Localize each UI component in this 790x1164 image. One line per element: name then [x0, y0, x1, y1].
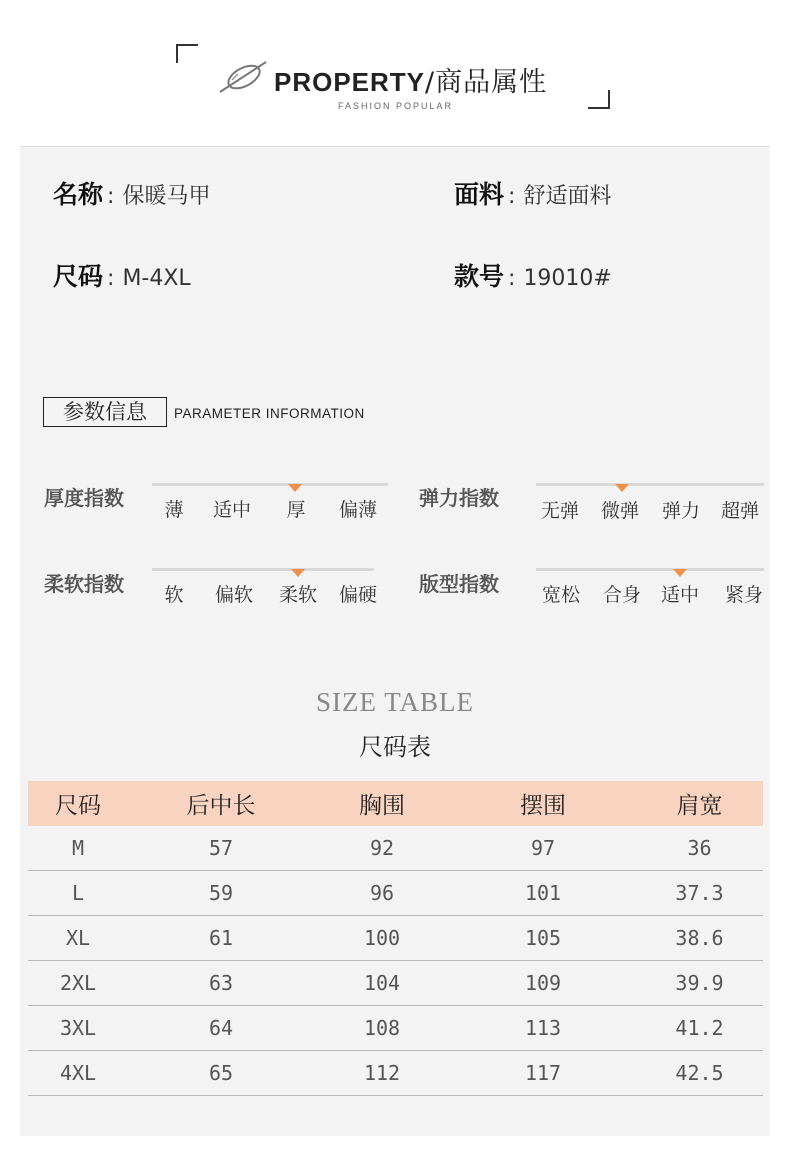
index-elasticity-scale	[536, 483, 764, 486]
table-cell: 41.2	[636, 1006, 763, 1051]
index-option: 柔软	[278, 584, 317, 606]
index-option: 偏硬	[338, 584, 377, 606]
table-cell: 97	[450, 826, 636, 871]
table-cell: 59	[128, 871, 314, 916]
param-section-label-en: PARAMETER INFORMATION	[174, 406, 365, 421]
table-cell: 64	[128, 1006, 314, 1051]
index-option: 薄	[164, 499, 184, 521]
table-cell: 2XL	[28, 961, 128, 1006]
index-option: 紧身	[724, 584, 763, 606]
table-cell: 36	[636, 826, 763, 871]
table-cell: 112	[314, 1051, 450, 1096]
table-cell: XL	[28, 916, 128, 961]
table-cell: 113	[450, 1006, 636, 1051]
index-softness-label: 柔软指数	[44, 572, 124, 596]
table-cell: 96	[314, 871, 450, 916]
table-header-row	[28, 781, 763, 826]
index-thickness-scale	[152, 483, 388, 486]
table-cell: 100	[314, 916, 450, 961]
table-cell: 105	[450, 916, 636, 961]
table-row	[28, 916, 763, 961]
table-cell: 39.9	[636, 961, 763, 1006]
table-cell: M	[28, 826, 128, 871]
index-option: 适中	[212, 499, 251, 521]
table-cell: 104	[314, 961, 450, 1006]
index-option: 微弹	[600, 500, 639, 522]
attr-key: 名称	[53, 180, 104, 209]
index-softness-scale	[152, 568, 374, 571]
index-option: 超弹	[720, 500, 759, 522]
index-fit-marker	[673, 569, 687, 577]
table-cell: 108	[314, 1006, 450, 1051]
index-option: 无弹	[540, 500, 579, 522]
column-header: 肩宽	[636, 781, 763, 826]
index-softness-marker	[291, 569, 305, 577]
size-table-title-en: SIZE TABLE	[315, 687, 475, 717]
table-row	[28, 1051, 763, 1096]
page-subtitle: FASHION POPULAR	[338, 101, 454, 111]
table-cell: 3XL	[28, 1006, 128, 1051]
table-cell: 61	[128, 916, 314, 961]
table-cell: L	[28, 871, 128, 916]
index-fit-label: 版型指数	[419, 572, 499, 596]
table-cell: 37.3	[636, 871, 763, 916]
table-row	[28, 871, 763, 916]
title-cn: /商品属性	[425, 67, 548, 98]
table-cell: 92	[314, 826, 450, 871]
product-info-panel	[20, 146, 770, 1136]
table-cell: 109	[450, 961, 636, 1006]
size-table-title-cn: 尺码表	[359, 733, 431, 761]
index-option: 弹力	[661, 500, 700, 522]
table-cell: 65	[128, 1051, 314, 1096]
table-row	[28, 1006, 763, 1051]
attr-size: 尺码 : M-4XL	[53, 262, 191, 291]
table-row	[28, 961, 763, 1006]
index-elasticity-label: 弹力指数	[419, 486, 499, 510]
corner-bracket-top-left	[176, 44, 198, 63]
title-en: PROPERTY	[274, 67, 426, 97]
index-option: 厚	[286, 499, 306, 521]
column-header: 后中长	[128, 781, 314, 826]
attr-style-no: 款号 : 19010#	[454, 262, 612, 291]
table-cell: 38.6	[636, 916, 763, 961]
attr-key: 尺码	[53, 262, 104, 291]
column-header: 尺码	[28, 781, 128, 826]
corner-bracket-bottom-right	[588, 90, 610, 109]
index-option: 软	[164, 584, 184, 606]
leaf-slash-icon	[218, 60, 268, 94]
table-cell: 101	[450, 871, 636, 916]
index-thickness-marker	[288, 484, 302, 492]
size-table	[28, 781, 763, 1096]
attr-value: 保暖马甲	[122, 184, 211, 209]
index-option: 偏薄	[338, 499, 377, 521]
table-cell: 57	[128, 826, 314, 871]
index-option: 偏软	[214, 584, 253, 606]
attr-key: 面料	[454, 180, 505, 209]
table-cell: 63	[128, 961, 314, 1006]
page-title	[274, 60, 547, 99]
table-cell: 4XL	[28, 1051, 128, 1096]
table-row	[28, 826, 763, 871]
column-header: 胸围	[314, 781, 450, 826]
attr-name: 名称 : 保暖马甲	[53, 180, 211, 209]
attr-value: M-4XL	[122, 266, 191, 291]
attr-key: 款号	[454, 262, 505, 291]
attr-value: 19010#	[523, 266, 612, 291]
attr-value: 舒适面料	[523, 184, 612, 209]
index-option: 合身	[602, 584, 641, 606]
index-option: 宽松	[541, 584, 580, 606]
index-elasticity-marker	[615, 484, 629, 492]
column-header: 摆围	[450, 781, 636, 826]
index-option: 适中	[660, 584, 699, 606]
table-cell: 42.5	[636, 1051, 763, 1096]
index-fit-scale	[536, 568, 764, 571]
param-section-label: 参数信息	[43, 397, 167, 427]
table-cell: 117	[450, 1051, 636, 1096]
index-thickness-label: 厚度指数	[44, 486, 124, 510]
attr-fabric: 面料 : 舒适面料	[454, 180, 612, 209]
